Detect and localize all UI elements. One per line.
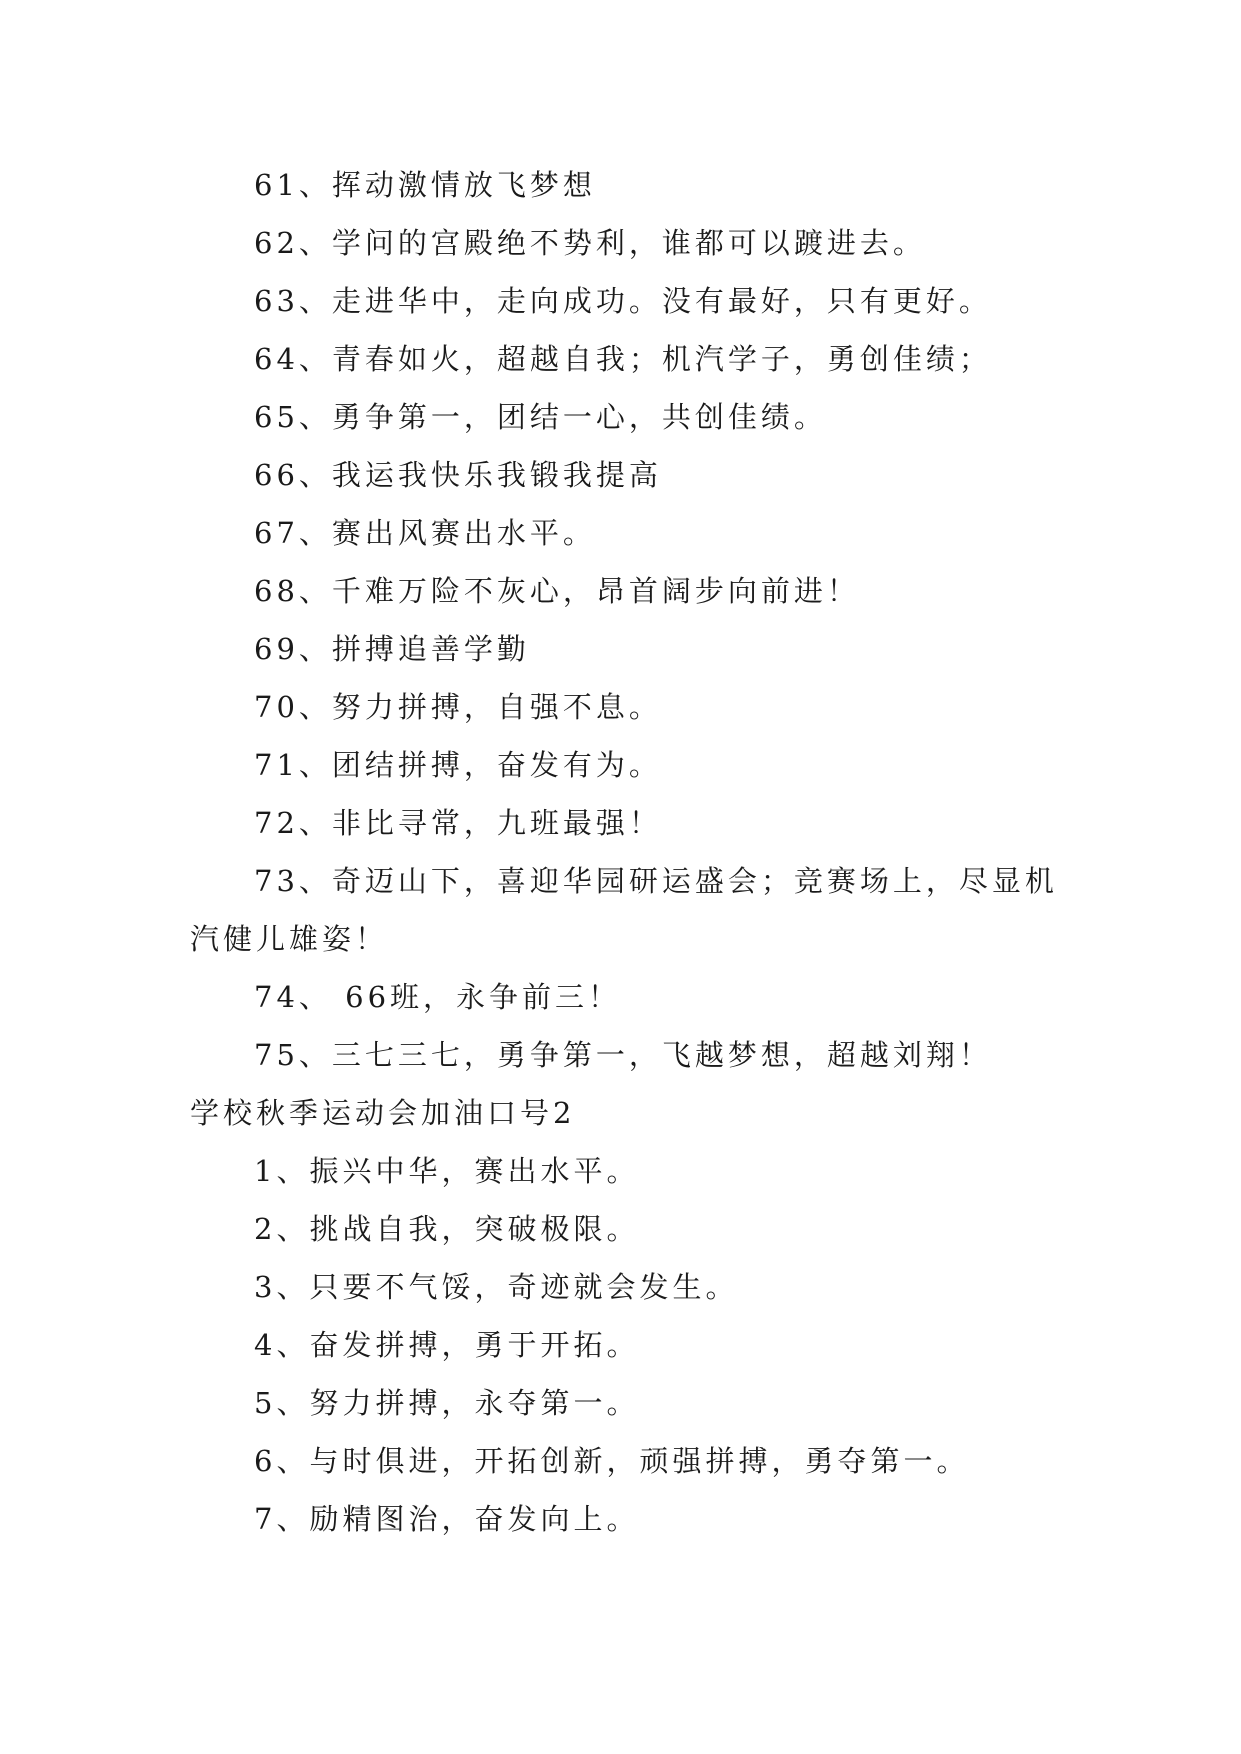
list-item: 7、励精图治，奋发向上。: [254, 1502, 640, 1536]
list-item: 1、振兴中华，赛出水平。: [254, 1154, 640, 1188]
list-item: 5、努力拼搏，永夺第一。: [254, 1386, 640, 1420]
list-item: 70、努力拼搏，自强不息。: [254, 690, 662, 724]
list-item: 71、团结拼搏，奋发有为。: [254, 748, 662, 782]
list-item: 67、赛出风赛出水平。: [254, 516, 596, 550]
list-item: 2、挑战自我，突破极限。: [254, 1212, 640, 1246]
list-item: 62、学问的宫殿绝不势利，谁都可以踱进去。: [254, 226, 926, 260]
list-item: 65、勇争第一，团结一心，共创佳绩。: [254, 400, 827, 434]
list-item: 63、走进华中，走向成功。没有最好，只有更好。: [254, 284, 992, 318]
list-item: 68、千难万险不灰心，昂首阔步向前进！: [254, 574, 860, 608]
list-item: 69、拼搏追善学勤: [254, 632, 530, 666]
list-item: 75、三七三七，勇争第一，飞越梦想，超越刘翔！: [254, 1038, 992, 1072]
list-item: 6、与时俱进，开拓创新，顽强拼搏，勇夺第一。: [254, 1444, 970, 1478]
list-item: 72、非比寻常，九班最强！: [254, 806, 662, 840]
list-item: 61、挥动激情放飞梦想: [254, 168, 596, 202]
list-item-wrapped: 73、奇迈山下，喜迎华园研运盛会；竞赛场上，尽显机汽健儿雄姿！: [190, 864, 1058, 956]
slogan-list: [190, 156, 1070, 1548]
list-item: 3、只要不气馁，奇迹就会发生。: [254, 1270, 739, 1304]
section-heading: 学校秋季运动会加油口号2: [190, 1096, 576, 1130]
list-item: 4、奋发拼搏，勇于开拓。: [254, 1328, 640, 1362]
list-item: 64、青春如火，超越自我；机汽学子，勇创佳绩；: [254, 342, 992, 376]
list-item: 74、 66班，永争前三！: [254, 980, 622, 1014]
list-item: 66、我运我快乐我锻我提高: [254, 458, 662, 492]
